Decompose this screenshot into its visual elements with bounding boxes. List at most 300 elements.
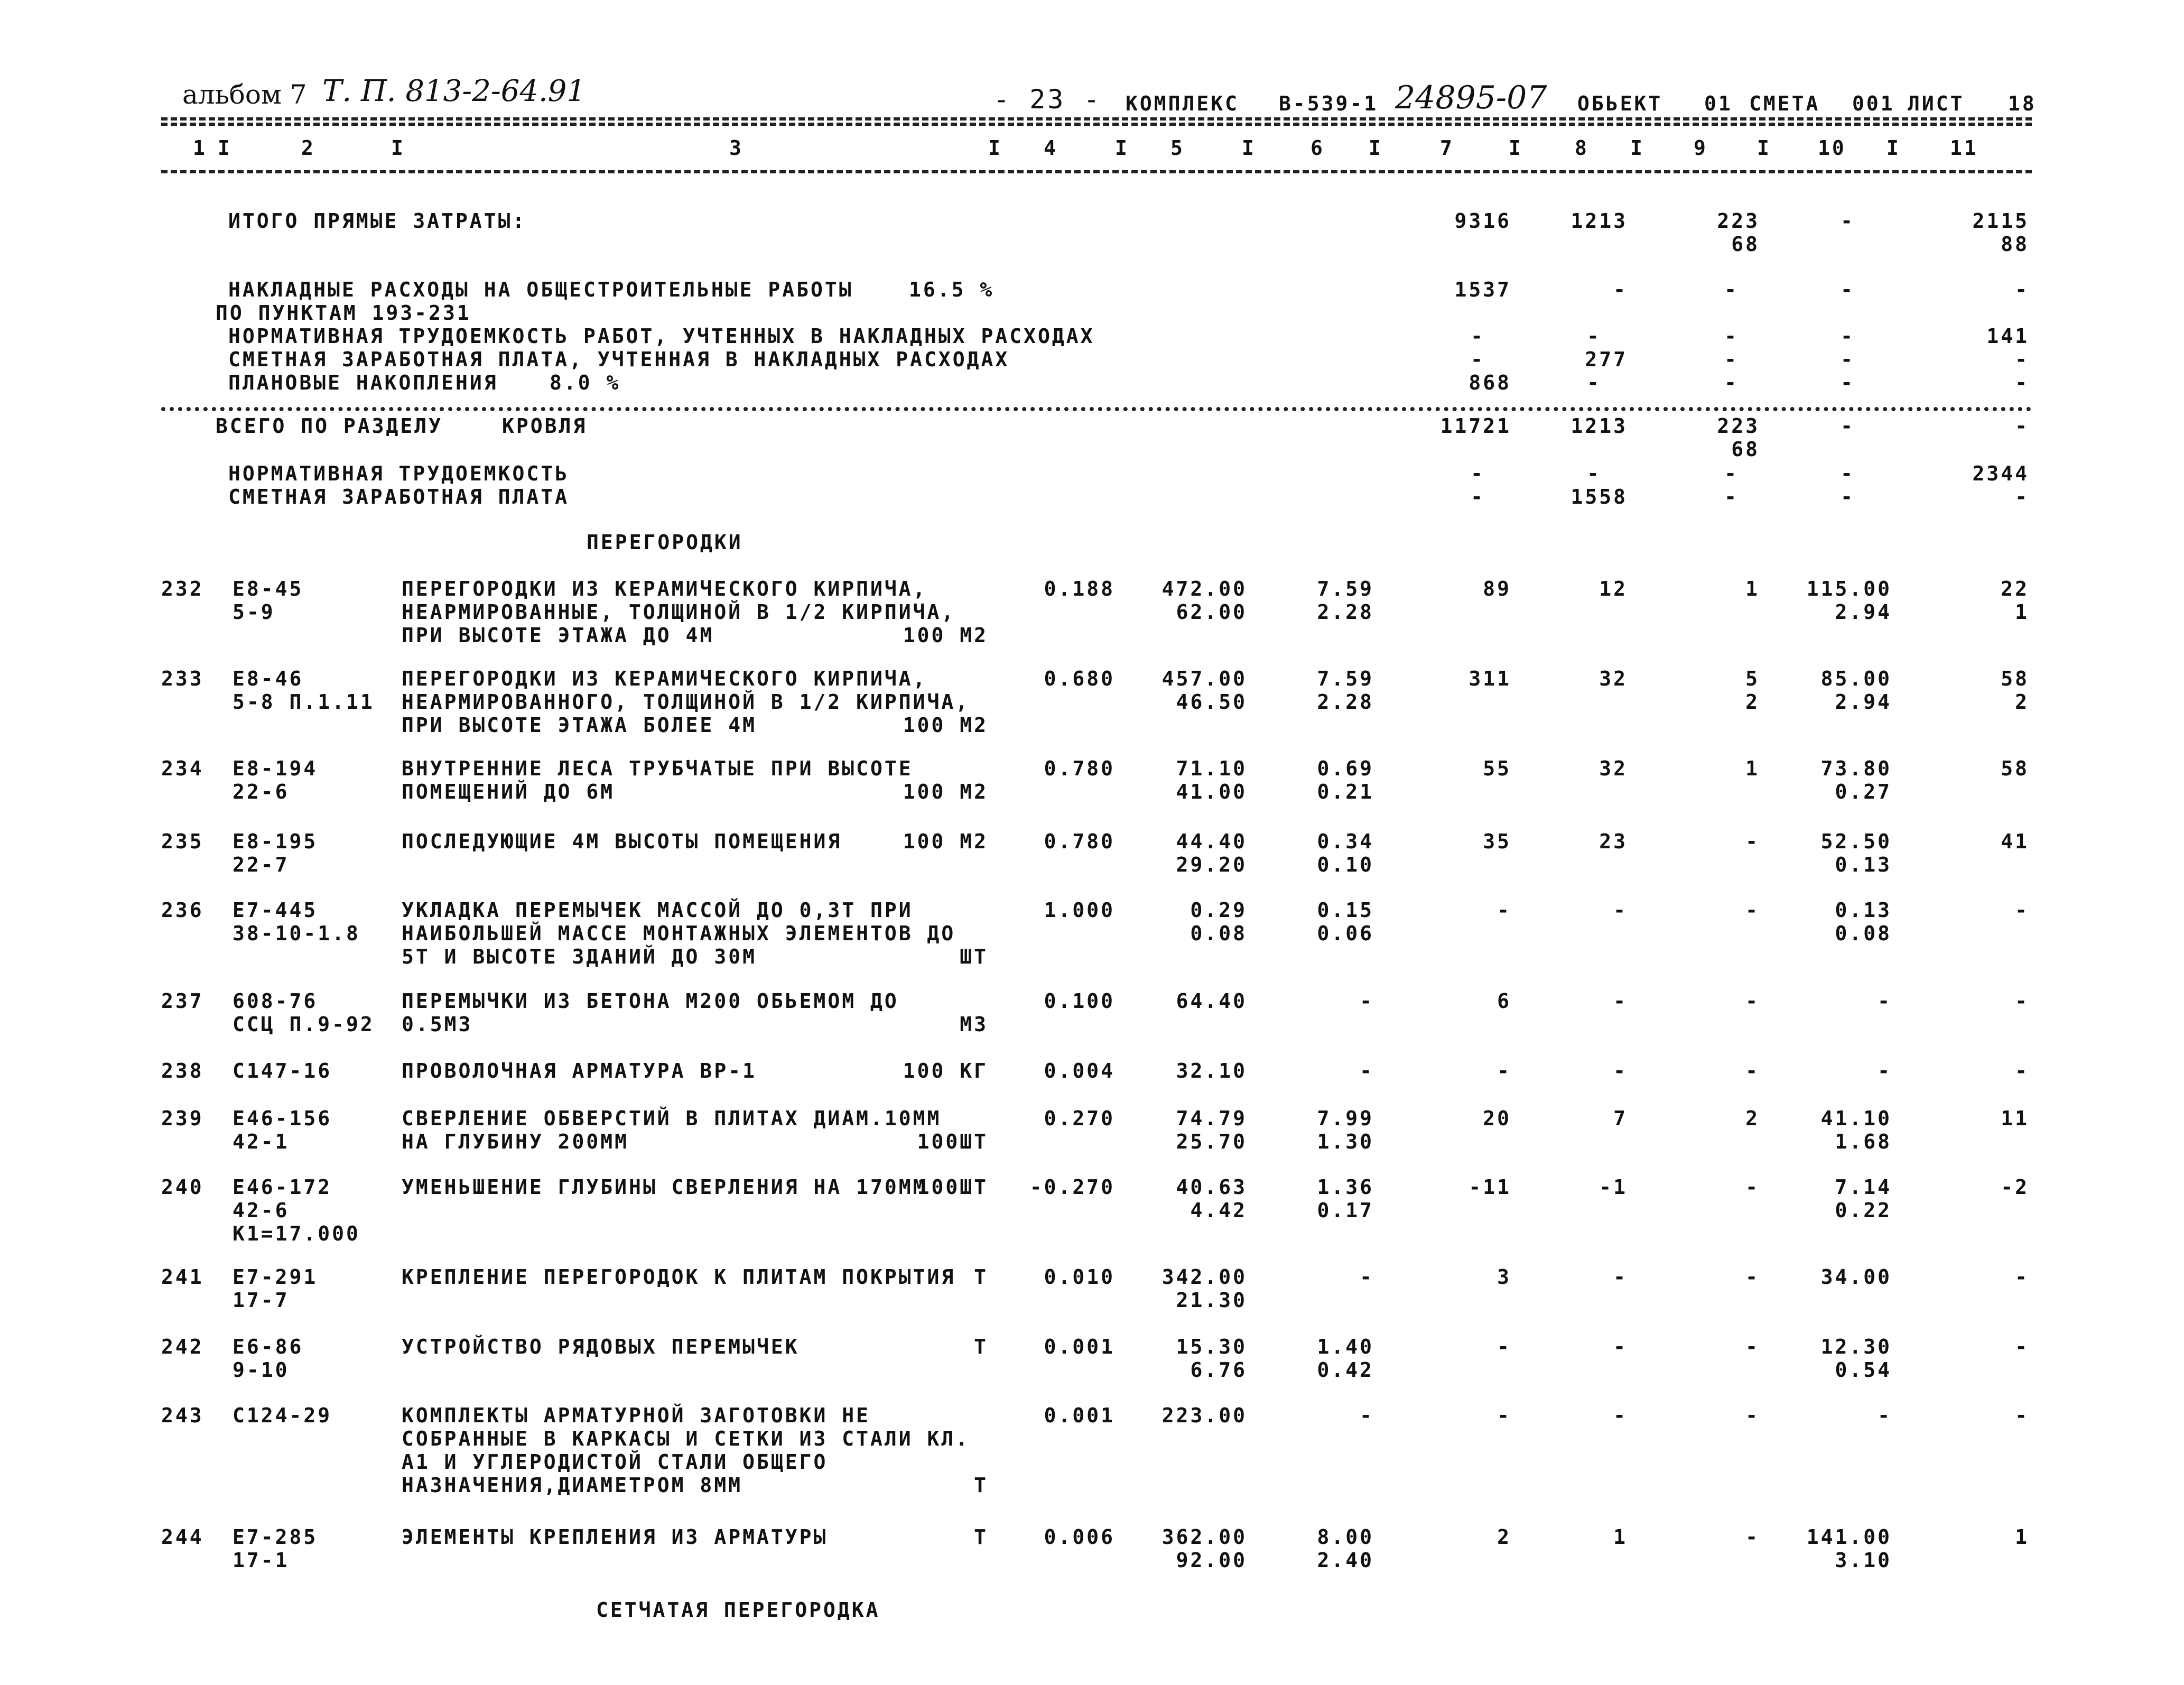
- item-number: 237: [161, 989, 204, 1013]
- item-total-cost: -: [1497, 1404, 1511, 1427]
- item-machine-cost: 2.28: [1317, 690, 1374, 714]
- item-labor-total: -: [2015, 1059, 2029, 1082]
- overhead-label: НАКЛАДНЫЕ РАСХОДЫ НА ОБЩЕСТРОИТЕЛЬНЫЕ РАБОТЫ: [228, 278, 853, 301]
- item-wages: 1: [1613, 1525, 1628, 1549]
- item-number: 235: [161, 830, 204, 853]
- item-unit-price: 40.63: [1176, 1175, 1247, 1199]
- item-labor-unit: 0.08: [1835, 922, 1892, 945]
- item-wages: -: [1613, 1335, 1628, 1358]
- item-machine-total: -: [1745, 899, 1760, 922]
- section-total-c11: -: [2015, 414, 2029, 438]
- item-machine-total: -: [1745, 1335, 1760, 1358]
- item-machine-cost: 0.42: [1317, 1358, 1374, 1382]
- item-quantity: 0.010: [1044, 1265, 1115, 1289]
- item-labor-unit: -: [1878, 1404, 1892, 1427]
- item-code: Е8-46: [233, 667, 304, 690]
- item-unit: 100 М2: [903, 624, 988, 647]
- item-total-cost: 20: [1483, 1107, 1511, 1130]
- item-total-cost: 3: [1497, 1265, 1511, 1289]
- item-machine-cost: 0.69: [1317, 757, 1374, 780]
- item-number: 240: [161, 1175, 204, 1199]
- footer-section-heading: СЕТЧАТАЯ ПЕРЕГОРОДКА: [596, 1598, 880, 1622]
- item-unit-price: 457.00: [1161, 667, 1247, 690]
- item-unit-price: 21.30: [1176, 1289, 1247, 1312]
- item-unit-price: 362.00: [1161, 1525, 1247, 1549]
- col-num: 3: [729, 136, 744, 160]
- item-code: 608-76: [233, 989, 318, 1013]
- item-machine-cost: 1.36: [1317, 1175, 1374, 1199]
- item-machine-cost: 1.30: [1317, 1130, 1374, 1153]
- norm-labor-overhead-c10: -: [1841, 325, 1855, 348]
- direct-costs-c10: -: [1841, 209, 1855, 233]
- item-code: Е46-172: [233, 1175, 332, 1199]
- item-number: 238: [161, 1059, 204, 1082]
- col-num: 11: [1950, 136, 1978, 160]
- header-rule-top-2: [161, 123, 2032, 126]
- item-description: УМЕНЬШЕНИЕ ГЛУБИНЫ СВЕРЛЕНИЯ НА 170ММ: [402, 1175, 927, 1199]
- item-unit-price: 4.42: [1190, 1199, 1247, 1222]
- item-labor-unit: 12.30: [1820, 1335, 1892, 1358]
- planned-savings-pct: 8.0 %: [550, 371, 621, 394]
- item-description: КРЕПЛЕНИЕ ПЕРЕГОРОДОК К ПЛИТАМ ПОКРЫТИЯ: [402, 1265, 956, 1289]
- item-code: Е8-195: [233, 830, 318, 853]
- item-unit-price: 0.29: [1190, 899, 1247, 922]
- item-labor-total: -: [2015, 1335, 2029, 1358]
- item-machine-total: -: [1745, 830, 1760, 853]
- item-number: 239: [161, 1107, 204, 1130]
- object-label: ОБЬЕКТ: [1577, 92, 1663, 115]
- item-machine-cost: 0.34: [1317, 830, 1374, 853]
- item-total-cost: 2: [1497, 1525, 1511, 1549]
- item-description: 5Т И ВЫСОТЕ ЗДАНИЙ ДО 30М: [402, 945, 757, 968]
- item-quantity: 0.004: [1044, 1059, 1115, 1082]
- norm-labor-overhead-c8: -: [1587, 325, 1601, 348]
- col-sep: I: [988, 136, 1002, 160]
- overhead-c7: 1537: [1454, 278, 1511, 301]
- item-unit-price: 15.30: [1176, 1335, 1247, 1358]
- item-machine-total: 5: [1745, 667, 1760, 690]
- item-number: 234: [161, 757, 204, 780]
- wage-overhead-c11: -: [2015, 348, 2029, 371]
- item-number: 242: [161, 1335, 204, 1358]
- item-code: К1=17.000: [233, 1222, 360, 1245]
- item-description: ПРИ ВЫСОТЕ ЭТАЖА БОЛЕЕ 4М: [402, 714, 757, 737]
- item-quantity: 0.780: [1044, 830, 1115, 853]
- item-description: ПЕРЕГОРОДКИ ИЗ КЕРАМИЧЕСКОГО КИРПИЧА,: [402, 577, 927, 600]
- direct-costs-label: ИТОГО ПРЯМЫЕ ЗАТРАТЫ:: [228, 209, 527, 233]
- item-labor-unit: 141.00: [1806, 1525, 1892, 1549]
- item-number: 243: [161, 1404, 204, 1427]
- item-labor-unit: 73.80: [1820, 757, 1892, 780]
- handwritten-code: 24895-07: [1395, 79, 1547, 116]
- norm-labor-c9: -: [1724, 462, 1739, 485]
- col-sep: I: [1369, 136, 1383, 160]
- overhead-c11: -: [2015, 278, 2029, 301]
- item-unit: 100ШТ: [917, 1175, 988, 1199]
- overhead-pct: 16.5 %: [909, 278, 995, 301]
- norm-labor-overhead-c11: 141: [1986, 325, 2029, 348]
- col-sep: I: [1886, 136, 1901, 160]
- col-sep: I: [391, 136, 405, 160]
- item-description: НАИБОЛЬШЕЙ МАССЕ МОНТАЖНЫХ ЭЛЕМЕНТОВ ДО: [402, 922, 956, 945]
- item-code: С147-16: [233, 1059, 332, 1082]
- item-quantity: 0.100: [1044, 989, 1115, 1013]
- header-rule-bottom: [161, 170, 2032, 173]
- direct-costs-c9-sub: 68: [1731, 233, 1760, 256]
- planned-savings-c8: -: [1587, 371, 1601, 394]
- item-code: 17-1: [233, 1549, 290, 1572]
- item-labor-total: 58: [2001, 667, 2029, 690]
- norm-labor-label: НОРМАТИВНАЯ ТРУДОЕМКОСТЬ: [228, 462, 570, 485]
- item-total-cost: 89: [1483, 577, 1511, 600]
- direct-costs-c8: 1213: [1570, 209, 1628, 233]
- dotted-rule: [161, 407, 2032, 411]
- item-labor-total: 11: [2001, 1107, 2029, 1130]
- item-labor-unit: 1.68: [1835, 1130, 1892, 1153]
- item-description: УКЛАДКА ПЕРЕМЫЧЕК МАССОЙ ДО 0,3Т ПРИ: [402, 899, 913, 922]
- planned-savings-c7: 868: [1469, 371, 1511, 394]
- direct-costs-c11: 2115: [1972, 209, 2029, 233]
- wage-c8: 1558: [1570, 485, 1628, 508]
- item-unit: Т: [974, 1525, 988, 1549]
- item-machine-total: -: [1745, 989, 1760, 1013]
- item-labor-unit: 2.94: [1835, 600, 1892, 624]
- item-unit-price: 342.00: [1161, 1265, 1247, 1289]
- item-code: Е7-291: [233, 1265, 318, 1289]
- item-total-cost: -: [1497, 1059, 1511, 1082]
- item-description: УСТРОЙСТВО РЯДОВЫХ ПЕРЕМЫЧЕК: [402, 1335, 800, 1358]
- item-unit-price: 74.79: [1176, 1107, 1247, 1130]
- col-num: 5: [1170, 136, 1185, 160]
- item-labor-total: -: [2015, 899, 2029, 922]
- overhead-items: ПО ПУНКТАМ 193-231: [216, 301, 471, 325]
- item-unit: М3: [960, 1013, 988, 1036]
- item-description: ПЕРЕГОРОДКИ ИЗ КЕРАМИЧЕСКОГО КИРПИЧА,: [402, 667, 927, 690]
- item-machine-total: -: [1745, 1404, 1760, 1427]
- item-labor-unit: 0.22: [1835, 1199, 1892, 1222]
- norm-labor-c7: -: [1471, 462, 1485, 485]
- item-total-cost: 55: [1483, 757, 1511, 780]
- item-description: ПЕРЕМЫЧКИ ИЗ БЕТОНА М200 ОБЬЕМОМ ДО: [402, 989, 899, 1013]
- item-code: 9-10: [233, 1358, 290, 1382]
- item-code: Е6-86: [233, 1335, 304, 1358]
- item-quantity: 0.780: [1044, 757, 1115, 780]
- item-wages: -: [1613, 1059, 1628, 1082]
- item-unit: Т: [974, 1265, 988, 1289]
- overhead-c9: -: [1724, 278, 1739, 301]
- item-code: ССЦ П.9-92: [233, 1013, 375, 1036]
- col-sep: I: [218, 136, 232, 160]
- item-unit: 100 М2: [903, 830, 988, 853]
- col-num: 4: [1044, 136, 1058, 160]
- item-wages: -: [1613, 1404, 1628, 1427]
- item-unit: ШТ: [960, 945, 988, 968]
- item-unit-price: 32.10: [1176, 1059, 1247, 1082]
- item-unit: 100ШТ: [917, 1130, 988, 1153]
- item-labor-unit: 0.13: [1835, 899, 1892, 922]
- item-labor-unit: 41.10: [1820, 1107, 1892, 1130]
- item-labor-total: -: [2015, 1265, 2029, 1289]
- wage-c7: -: [1471, 485, 1485, 508]
- item-unit: Т: [974, 1474, 988, 1497]
- item-machine-cost: 0.17: [1317, 1199, 1374, 1222]
- album-label: альбом 7: [182, 79, 307, 110]
- item-machine-total: -: [1745, 1175, 1760, 1199]
- item-labor-unit: 3.10: [1835, 1549, 1892, 1572]
- item-code: Е8-45: [233, 577, 304, 600]
- item-code: Е7-285: [233, 1525, 318, 1549]
- planned-savings-label: ПЛАНОВЫЕ НАКОПЛЕНИЯ: [228, 371, 498, 394]
- section-total-label: ВСЕГО ПО РАЗДЕЛУ: [216, 414, 443, 438]
- planned-savings-c10: -: [1841, 371, 1855, 394]
- item-quantity: -0.270: [1029, 1175, 1115, 1199]
- item-code: Е8-194: [233, 757, 318, 780]
- item-machine-total: 1: [1745, 577, 1760, 600]
- item-machine-cost: 0.15: [1317, 899, 1374, 922]
- item-quantity: 0.001: [1044, 1335, 1115, 1358]
- item-description: СВЕРЛЕНИЕ ОБВЕРСТИЙ В ПЛИТАХ ДИАМ.10ММ: [402, 1107, 942, 1130]
- item-unit: 100 КГ: [903, 1059, 988, 1082]
- col-sep: I: [1630, 136, 1644, 160]
- item-unit-price: 223.00: [1161, 1404, 1247, 1427]
- item-labor-total: 1: [2015, 600, 2029, 624]
- item-labor-unit: 7.14: [1835, 1175, 1892, 1199]
- item-machine-cost: 7.59: [1317, 577, 1374, 600]
- wage-c11: -: [2015, 485, 2029, 508]
- item-quantity: 1.000: [1044, 899, 1115, 922]
- item-quantity: 0.680: [1044, 667, 1115, 690]
- item-wages: 23: [1599, 830, 1628, 853]
- item-machine-total: 2: [1745, 1107, 1760, 1130]
- norm-labor-c10: -: [1841, 462, 1855, 485]
- item-quantity: 0.001: [1044, 1404, 1115, 1427]
- item-unit-price: 41.00: [1176, 780, 1247, 803]
- item-machine-cost: 0.10: [1317, 853, 1374, 876]
- estimate-label: СМЕТА: [1749, 92, 1820, 115]
- item-code: Е7-445: [233, 899, 318, 922]
- item-number: 236: [161, 899, 204, 922]
- item-code: 22-6: [233, 780, 290, 803]
- item-machine-cost: -: [1360, 989, 1374, 1013]
- item-description: ПРОВОЛОЧНАЯ АРМАТУРА ВР-1: [402, 1059, 757, 1082]
- item-description: ВНУТРЕННИЕ ЛЕСА ТРУБЧАТЫЕ ПРИ ВЫСОТЕ: [402, 757, 913, 780]
- col-num: 9: [1694, 136, 1708, 160]
- norm-labor-overhead-c9: -: [1724, 325, 1739, 348]
- wage-overhead-c7: -: [1471, 348, 1485, 371]
- item-machine-total: -: [1745, 1059, 1760, 1082]
- item-unit-price: 46.50: [1176, 690, 1247, 714]
- wage-c9: -: [1724, 485, 1739, 508]
- item-labor-unit: 52.50: [1820, 830, 1892, 853]
- item-machine-cost: 7.59: [1317, 667, 1374, 690]
- norm-labor-overhead-label: НОРМАТИВНАЯ ТРУДОЕМКОСТЬ РАБОТ, УЧТЕННЫХ В НАКЛАДНЫХ РАСХОДАХ: [228, 325, 1095, 348]
- item-machine-cost: -: [1360, 1265, 1374, 1289]
- item-labor-unit: 0.13: [1835, 853, 1892, 876]
- item-description: 0.5М3: [402, 1013, 473, 1036]
- item-unit-price: 44.40: [1176, 830, 1247, 853]
- item-wages: -: [1613, 899, 1628, 922]
- complex-label: КОМПЛЕКС: [1126, 92, 1240, 115]
- item-machine-cost: 1.40: [1317, 1335, 1374, 1358]
- item-description: НЕАРМИРОВАННОГО, ТОЛЩИНОЙ В 1/2 КИРПИЧА,: [402, 690, 970, 714]
- item-code: 38-10-1.8: [233, 922, 360, 945]
- item-description: НАЗНАЧЕНИЯ,ДИАМЕТРОМ 8ММ: [402, 1474, 743, 1497]
- item-machine-cost: 0.21: [1317, 780, 1374, 803]
- sheet-number: 18: [2008, 92, 2037, 115]
- wage-c10: -: [1841, 485, 1855, 508]
- item-labor-total: -: [2015, 1404, 2029, 1427]
- item-description: НА ГЛУБИНУ 200ММ: [402, 1130, 629, 1153]
- col-num: 6: [1311, 136, 1325, 160]
- item-labor-total: 22: [2001, 577, 2029, 600]
- item-number: 233: [161, 667, 204, 690]
- item-code: Е46-156: [233, 1107, 332, 1130]
- planned-savings-c9: -: [1724, 371, 1739, 394]
- item-number: 241: [161, 1265, 204, 1289]
- item-labor-unit: -: [1878, 989, 1892, 1013]
- col-num: 1: [193, 136, 207, 160]
- wage-overhead-c9: -: [1724, 348, 1739, 371]
- page-number: - 23 -: [993, 84, 1102, 115]
- item-labor-unit: -: [1878, 1059, 1892, 1082]
- item-machine-total: -: [1745, 1265, 1760, 1289]
- overhead-c10: -: [1841, 278, 1855, 301]
- item-machine-total: -: [1745, 1525, 1760, 1549]
- item-labor-total: -2: [2001, 1175, 2029, 1199]
- header-rule-top: [161, 117, 2032, 121]
- item-code: 17-7: [233, 1289, 290, 1312]
- item-wages: -1: [1599, 1175, 1628, 1199]
- item-code: 42-1: [233, 1130, 290, 1153]
- item-unit-price: 0.08: [1190, 922, 1247, 945]
- section-total-name: КРОВЛЯ: [502, 414, 588, 438]
- complex-code: В-539-1: [1279, 92, 1379, 115]
- item-description: КОМПЛЕКТЫ АРМАТУРНОЙ ЗАГОТОВКИ НЕ: [402, 1404, 870, 1427]
- item-description: ПОМЕЩЕНИЙ ДО 6М: [402, 780, 615, 803]
- item-labor-total: 1: [2015, 1525, 2029, 1549]
- project-number: Т. П. 813-2-64.91: [322, 74, 586, 108]
- item-total-cost: -11: [1469, 1175, 1511, 1199]
- item-labor-total: 41: [2001, 830, 2029, 853]
- item-wages: 7: [1613, 1107, 1628, 1130]
- item-wages: 32: [1599, 757, 1628, 780]
- item-labor-total: 2: [2015, 690, 2029, 714]
- section-total-c10: -: [1841, 414, 1855, 438]
- item-labor-unit: 115.00: [1806, 577, 1892, 600]
- item-quantity: 0.006: [1044, 1525, 1115, 1549]
- item-quantity: 0.270: [1044, 1107, 1115, 1130]
- norm-labor-overhead-c7: -: [1471, 325, 1485, 348]
- item-unit: 100 М2: [903, 780, 988, 803]
- item-machine-cost: -: [1360, 1059, 1374, 1082]
- wage-overhead-c8: 277: [1585, 348, 1628, 371]
- item-description: ПОСЛЕДУЮЩИЕ 4М ВЫСОТЫ ПОМЕЩЕНИЯ: [402, 830, 842, 853]
- norm-labor-c8: -: [1587, 462, 1601, 485]
- direct-costs-c11-sub: 88: [2001, 233, 2029, 256]
- item-total-cost: 6: [1497, 989, 1511, 1013]
- item-wages: 12: [1599, 577, 1628, 600]
- item-labor-total: 58: [2001, 757, 2029, 780]
- direct-costs-c9: 223: [1717, 209, 1760, 233]
- section-total-c7: 11721: [1440, 414, 1511, 438]
- item-total-cost: 311: [1469, 667, 1511, 690]
- item-number: 244: [161, 1525, 204, 1549]
- item-labor-unit: 34.00: [1820, 1265, 1892, 1289]
- item-unit: Т: [974, 1335, 988, 1358]
- item-labor-unit: 2.94: [1835, 690, 1892, 714]
- item-wages: -: [1613, 1265, 1628, 1289]
- item-description: НЕАРМИРОВАННЫЕ, ТОЛЩИНОЙ В 1/2 КИРПИЧА,: [402, 600, 956, 624]
- wage-label: СМЕТНАЯ ЗАРАБОТНАЯ ПЛАТА: [228, 485, 570, 508]
- item-total-cost: -: [1497, 1335, 1511, 1358]
- wage-overhead-label: СМЕТНАЯ ЗАРАБОТНАЯ ПЛАТА, УЧТЕННАЯ В НАКЛАДНЫХ РАСХОДАХ: [228, 348, 1010, 371]
- direct-costs-c7: 9316: [1454, 209, 1511, 233]
- col-sep: I: [1242, 136, 1256, 160]
- item-machine-cost: 8.00: [1317, 1525, 1374, 1549]
- item-total-cost: -: [1497, 899, 1511, 922]
- item-unit-price: 64.40: [1176, 989, 1247, 1013]
- item-wages: -: [1613, 989, 1628, 1013]
- item-machine-cost: 0.06: [1317, 922, 1374, 945]
- col-sep: I: [1115, 136, 1129, 160]
- estimate-number: 001: [1852, 92, 1895, 115]
- item-machine-cost: 7.99: [1317, 1107, 1374, 1130]
- item-unit-price: 92.00: [1176, 1549, 1247, 1572]
- item-unit-price: 6.76: [1190, 1358, 1247, 1382]
- item-description: А1 И УГЛЕРОДИСТОЙ СТАЛИ ОБЩЕГО: [402, 1450, 828, 1474]
- item-unit-price: 62.00: [1176, 600, 1247, 624]
- col-num: 10: [1818, 136, 1846, 160]
- item-quantity: 0.188: [1044, 577, 1115, 600]
- item-unit-price: 71.10: [1176, 757, 1247, 780]
- item-code: 22-7: [233, 853, 290, 876]
- item-machine-cost: -: [1360, 1404, 1374, 1427]
- item-code: С124-29: [233, 1404, 332, 1427]
- item-unit-price: 472.00: [1161, 577, 1247, 600]
- item-machine-cost: 2.28: [1317, 600, 1374, 624]
- item-description: ЭЛЕМЕНТЫ КРЕПЛЕНИЯ ИЗ АРМАТУРЫ: [402, 1525, 828, 1549]
- sheet-label: ЛИСТ: [1908, 92, 1965, 115]
- item-labor-unit: 85.00: [1820, 667, 1892, 690]
- section-total-c9-sub: 68: [1731, 438, 1760, 461]
- wage-overhead-c10: -: [1841, 348, 1855, 371]
- item-labor-total: -: [2015, 989, 2029, 1013]
- planned-savings-c11: -: [2015, 371, 2029, 394]
- item-unit-price: 25.70: [1176, 1130, 1247, 1153]
- item-total-cost: 35: [1483, 830, 1511, 853]
- item-code: 5-8 П.1.11: [233, 690, 375, 714]
- item-number: 232: [161, 577, 204, 600]
- item-machine-total: 2: [1745, 690, 1760, 714]
- item-labor-unit: 0.54: [1835, 1358, 1892, 1382]
- section-total-c8: 1213: [1570, 414, 1628, 438]
- item-unit-price: 29.20: [1176, 853, 1247, 876]
- col-num: 7: [1440, 136, 1454, 160]
- col-sep: I: [1757, 136, 1771, 160]
- item-description: ПРИ ВЫСОТЕ ЭТАЖА ДО 4М: [402, 624, 714, 647]
- item-code: 5-9: [233, 600, 275, 624]
- section-heading: ПЕРЕГОРОДКИ: [587, 531, 743, 554]
- col-num: 2: [301, 136, 315, 160]
- section-total-c9: 223: [1717, 414, 1760, 438]
- object-number: 01: [1704, 92, 1733, 115]
- item-labor-unit: 0.27: [1835, 780, 1892, 803]
- item-machine-total: 1: [1745, 757, 1760, 780]
- item-machine-cost: 2.40: [1317, 1549, 1374, 1572]
- col-sep: I: [1509, 136, 1523, 160]
- item-description: СОБРАННЫЕ В КАРКАСЫ И СЕТКИ ИЗ СТАЛИ КЛ.: [402, 1427, 970, 1450]
- norm-labor-c11: 2344: [1972, 462, 2029, 485]
